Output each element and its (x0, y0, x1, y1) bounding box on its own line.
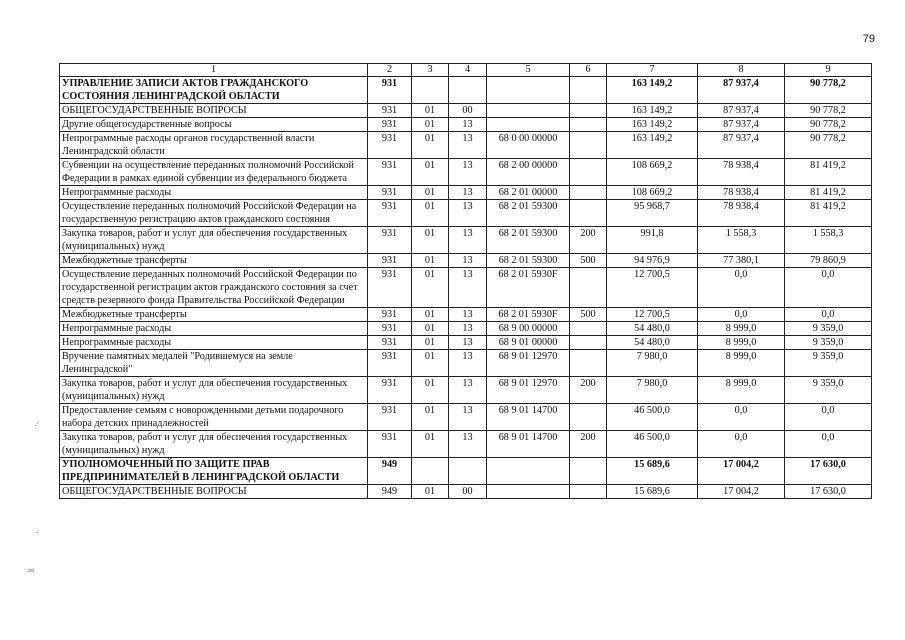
column-header: 1 (60, 64, 368, 77)
row-value-cell: 1 558,3 (785, 227, 872, 254)
row-value-cell (570, 159, 607, 186)
row-name-cell: Непрограммные расходы (60, 322, 368, 336)
row-value-cell: 13 (449, 186, 487, 200)
row-value-cell: 87 937,4 (698, 104, 785, 118)
row-value-cell: 15 689,6 (607, 458, 698, 485)
row-name-cell: Закупка товаров, работ и услуг для обеспечения государственных (муниципальных) нужд (60, 227, 368, 254)
row-name-cell: Вручение памятных медалей "Родившемуся на земле Ленинградской" (60, 350, 368, 377)
page-number: 79 (862, 33, 875, 45)
column-header: 4 (449, 64, 487, 77)
row-name-cell: Межбюджетные трансферты (60, 308, 368, 322)
row-value-cell: 0,0 (698, 308, 785, 322)
row-value-cell: 13 (449, 322, 487, 336)
row-value-cell: 931 (368, 186, 412, 200)
row-value-cell: 13 (449, 336, 487, 350)
table-row (60, 77, 872, 104)
row-name-cell: Закупка товаров, работ и услуг для обеспечения государственных (муниципальных) нужд (60, 377, 368, 404)
row-value-cell: 931 (368, 254, 412, 268)
column-header: 9 (785, 64, 872, 77)
table-row (60, 186, 872, 200)
row-name-cell: Закупка товаров, работ и услуг для обеспечения государственных (муниципальных) нужд (60, 431, 368, 458)
row-value-cell: 0,0 (698, 268, 785, 308)
row-value-cell: 17 630,0 (785, 485, 872, 499)
row-value-cell: 68 9 00 00000 (487, 322, 570, 336)
row-value-cell: 1 558,3 (698, 227, 785, 254)
row-value-cell: 0,0 (785, 308, 872, 322)
row-value-cell: 13 (449, 132, 487, 159)
row-value-cell (449, 77, 487, 104)
row-value-cell: 78 938,4 (698, 200, 785, 227)
row-value-cell: 931 (368, 77, 412, 104)
row-value-cell: 68 2 01 5930F (487, 308, 570, 322)
row-value-cell: 54 480,0 (607, 322, 698, 336)
row-value-cell: 78 938,4 (698, 186, 785, 200)
row-value-cell: 01 (412, 308, 449, 322)
row-value-cell: 500 (570, 308, 607, 322)
row-value-cell: 68 2 01 59300 (487, 227, 570, 254)
row-value-cell: 01 (412, 200, 449, 227)
row-value-cell (570, 186, 607, 200)
row-value-cell: 68 2 01 59300 (487, 200, 570, 227)
row-name-cell: Непрограммные расходы (60, 186, 368, 200)
row-value-cell: 13 (449, 404, 487, 431)
row-value-cell: 01 (412, 254, 449, 268)
row-value-cell: 7 980,0 (607, 350, 698, 377)
table-row (60, 322, 872, 336)
row-value-cell: 77 380,1 (698, 254, 785, 268)
row-value-cell (487, 104, 570, 118)
row-name-cell: УПРАВЛЕНИЕ ЗАПИСИ АКТОВ ГРАЖДАНСКОГО СОСТОЯНИЯ ЛЕНИНГРАДСКОЙ ОБЛАСТИ (60, 77, 368, 104)
row-value-cell: 01 (412, 104, 449, 118)
margin-mark: · (36, 527, 39, 537)
row-value-cell: 01 (412, 132, 449, 159)
row-value-cell: 00 (449, 104, 487, 118)
row-value-cell: 90 778,2 (785, 132, 872, 159)
row-name-cell: Непрограммные расходы (60, 336, 368, 350)
row-value-cell: 01 (412, 485, 449, 499)
table-row (60, 200, 872, 227)
row-name-cell: Непрограммные расходы органов государственной власти Ленинградской области (60, 132, 368, 159)
row-value-cell: 13 (449, 159, 487, 186)
row-value-cell: 0,0 (785, 404, 872, 431)
column-header: 6 (570, 64, 607, 77)
row-value-cell: 9 359,0 (785, 350, 872, 377)
row-value-cell: 108 669,2 (607, 186, 698, 200)
row-value-cell: 01 (412, 322, 449, 336)
row-value-cell (570, 118, 607, 132)
row-value-cell: 13 (449, 227, 487, 254)
row-value-cell: 13 (449, 200, 487, 227)
row-value-cell: 931 (368, 431, 412, 458)
row-value-cell: 13 (449, 118, 487, 132)
table-row (60, 404, 872, 431)
column-header: 7 (607, 64, 698, 77)
row-value-cell (570, 200, 607, 227)
row-value-cell: 01 (412, 227, 449, 254)
row-value-cell: 931 (368, 227, 412, 254)
row-name-cell: Межбюджетные трансферты (60, 254, 368, 268)
column-header: 3 (412, 64, 449, 77)
table-row (60, 159, 872, 186)
row-value-cell: 8 999,0 (698, 322, 785, 336)
row-value-cell: 01 (412, 336, 449, 350)
row-name-cell: УПОЛНОМОЧЕННЫЙ ПО ЗАЩИТЕ ПРАВ ПРЕДПРИНИМАТЕЛЕЙ В ЛЕНИНГРАДСКОЙ ОБЛАСТИ (60, 458, 368, 485)
table-row (60, 104, 872, 118)
row-value-cell (570, 336, 607, 350)
row-value-cell: 13 (449, 308, 487, 322)
row-value-cell: 17 004,2 (698, 458, 785, 485)
row-value-cell: 931 (368, 104, 412, 118)
row-value-cell: 90 778,2 (785, 118, 872, 132)
row-value-cell: 13 (449, 431, 487, 458)
row-name-cell: ОБЩЕГОСУДАРСТВЕННЫЕ ВОПРОСЫ (60, 104, 368, 118)
row-value-cell: 54 480,0 (607, 336, 698, 350)
row-value-cell: 9 359,0 (785, 336, 872, 350)
row-value-cell (487, 77, 570, 104)
row-value-cell (570, 77, 607, 104)
column-header: 5 (487, 64, 570, 77)
table-row (60, 227, 872, 254)
row-value-cell: 931 (368, 132, 412, 159)
row-value-cell: 17 004,2 (698, 485, 785, 499)
row-value-cell: 46 500,0 (607, 431, 698, 458)
row-value-cell: 13 (449, 377, 487, 404)
row-value-cell (570, 350, 607, 377)
row-value-cell: 01 (412, 377, 449, 404)
row-value-cell: 108 669,2 (607, 159, 698, 186)
row-value-cell: 01 (412, 268, 449, 308)
row-value-cell (570, 404, 607, 431)
row-value-cell: 949 (368, 458, 412, 485)
row-value-cell: 68 0 00 00000 (487, 132, 570, 159)
row-name-cell: Предоставление семьям с новорожденными детьми подарочного набора детских принадлежностей (60, 404, 368, 431)
row-value-cell (570, 485, 607, 499)
row-value-cell: 17 630,0 (785, 458, 872, 485)
row-value-cell: 0,0 (785, 431, 872, 458)
table-row (60, 377, 872, 404)
row-value-cell: 931 (368, 118, 412, 132)
table-row (60, 350, 872, 377)
row-value-cell: 7 980,0 (607, 377, 698, 404)
row-value-cell: 90 778,2 (785, 104, 872, 118)
row-value-cell: 200 (570, 431, 607, 458)
row-value-cell: 12 700,5 (607, 268, 698, 308)
header-row (60, 64, 872, 77)
row-value-cell: 01 (412, 159, 449, 186)
row-value-cell: 9 359,0 (785, 322, 872, 336)
row-value-cell: 68 9 01 12970 (487, 377, 570, 404)
row-value-cell: 68 9 01 12970 (487, 350, 570, 377)
row-name-cell: Осуществление переданных полномочий Российской Федерации на государственную регистрацию актов гражданского состояния (60, 200, 368, 227)
row-name-cell: Субвенции на осуществление переданных полномочий Российской Федерации в рамках единой субвенции из федерального бюджета (60, 159, 368, 186)
row-value-cell (412, 458, 449, 485)
row-value-cell: 9 359,0 (785, 377, 872, 404)
table-row (60, 431, 872, 458)
row-value-cell: 200 (570, 377, 607, 404)
row-value-cell: 931 (368, 268, 412, 308)
table-row (60, 336, 872, 350)
row-value-cell: 01 (412, 404, 449, 431)
column-header: 8 (698, 64, 785, 77)
row-value-cell: 46 500,0 (607, 404, 698, 431)
row-value-cell (487, 485, 570, 499)
table-row (60, 118, 872, 132)
row-value-cell: 01 (412, 118, 449, 132)
row-value-cell: 81 419,2 (785, 186, 872, 200)
row-value-cell: 01 (412, 431, 449, 458)
row-value-cell: 00 (449, 485, 487, 499)
column-header: 2 (368, 64, 412, 77)
row-value-cell: 931 (368, 322, 412, 336)
row-value-cell: 01 (412, 186, 449, 200)
row-value-cell: 991,8 (607, 227, 698, 254)
row-value-cell: 95 968,7 (607, 200, 698, 227)
row-value-cell: 8 999,0 (698, 336, 785, 350)
row-value-cell: 01 (412, 350, 449, 377)
row-value-cell (570, 132, 607, 159)
row-value-cell: 12 700,5 (607, 308, 698, 322)
row-value-cell: 8 999,0 (698, 377, 785, 404)
row-value-cell: 163 149,2 (607, 104, 698, 118)
row-value-cell: 0,0 (785, 268, 872, 308)
row-value-cell: 68 9 01 14700 (487, 431, 570, 458)
row-value-cell: 8 999,0 (698, 350, 785, 377)
row-value-cell: 931 (368, 336, 412, 350)
row-value-cell (412, 77, 449, 104)
row-value-cell: 68 9 01 14700 (487, 404, 570, 431)
row-value-cell: 68 2 01 00000 (487, 186, 570, 200)
row-value-cell: 13 (449, 268, 487, 308)
row-value-cell (449, 458, 487, 485)
row-value-cell: 87 937,4 (698, 77, 785, 104)
row-value-cell: 87 937,4 (698, 132, 785, 159)
row-value-cell: 81 419,2 (785, 200, 872, 227)
row-name-cell: ОБЩЕГОСУДАРСТВЕННЫЕ ВОПРОСЫ (60, 485, 368, 499)
table-row (60, 268, 872, 308)
row-value-cell: 13 (449, 254, 487, 268)
row-value-cell: 163 149,2 (607, 118, 698, 132)
row-value-cell (487, 458, 570, 485)
row-value-cell: 68 9 01 00000 (487, 336, 570, 350)
row-value-cell: 94 976,9 (607, 254, 698, 268)
row-value-cell: 931 (368, 377, 412, 404)
row-value-cell: 68 2 00 00000 (487, 159, 570, 186)
table-row (60, 254, 872, 268)
row-value-cell: 163 149,2 (607, 77, 698, 104)
row-value-cell (570, 104, 607, 118)
row-name-cell: Другие общегосударственные вопросы (60, 118, 368, 132)
row-value-cell (570, 458, 607, 485)
row-value-cell: 68 2 01 59300 (487, 254, 570, 268)
table-row (60, 458, 872, 485)
row-value-cell: 0,0 (698, 404, 785, 431)
margin-mark: ∞ (28, 565, 35, 575)
row-value-cell: 949 (368, 485, 412, 499)
row-value-cell (570, 322, 607, 336)
margin-mark: ·′ (34, 420, 39, 430)
row-value-cell: 500 (570, 254, 607, 268)
row-value-cell: 200 (570, 227, 607, 254)
row-value-cell: 163 149,2 (607, 132, 698, 159)
row-value-cell: 68 2 01 5930F (487, 268, 570, 308)
budget-table (59, 63, 872, 499)
table-row (60, 485, 872, 499)
row-value-cell: 90 778,2 (785, 77, 872, 104)
row-value-cell: 0,0 (698, 431, 785, 458)
row-value-cell: 78 938,4 (698, 159, 785, 186)
table-row (60, 132, 872, 159)
row-value-cell: 931 (368, 200, 412, 227)
row-value-cell: 931 (368, 404, 412, 431)
row-value-cell: 81 419,2 (785, 159, 872, 186)
row-value-cell (487, 118, 570, 132)
row-value-cell: 931 (368, 350, 412, 377)
row-value-cell: 931 (368, 159, 412, 186)
row-value-cell: 79 860,9 (785, 254, 872, 268)
row-value-cell: 15 689,6 (607, 485, 698, 499)
row-name-cell: Осуществление переданных полномочий Российской Федерации по государственной регистрации актов гражданского состояния за счет средств резервного фонда Правительства Российской Федерации (60, 268, 368, 308)
row-value-cell: 931 (368, 308, 412, 322)
row-value-cell: 13 (449, 350, 487, 377)
row-value-cell: 87 937,4 (698, 118, 785, 132)
row-value-cell (570, 268, 607, 308)
table-row (60, 308, 872, 322)
